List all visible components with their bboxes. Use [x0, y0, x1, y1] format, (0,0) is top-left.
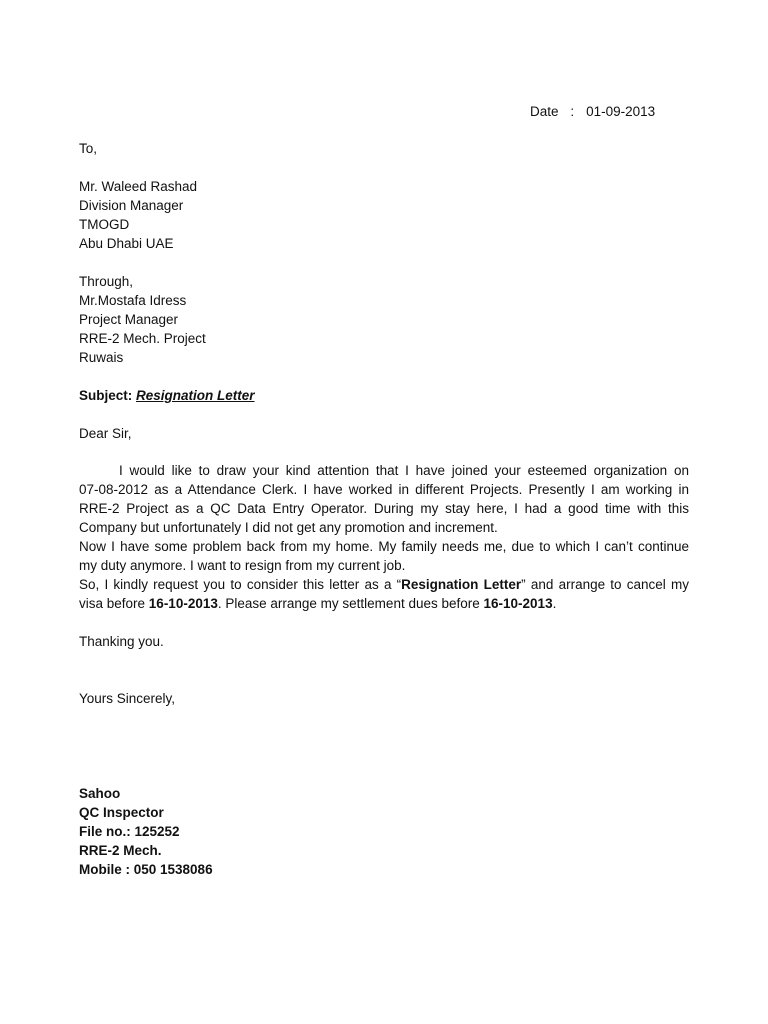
body-line: visa before 16-10-2013. Please arrange my settlement dues before 16-10-2013. — [79, 596, 557, 611]
closing: Yours Sincerely, — [79, 691, 176, 706]
letter-date — [530, 102, 655, 121]
body-line: RRE-2 Project as a QC Data Entry Operator. During my stay here, I had a good time with this — [79, 501, 689, 516]
through-location: Ruwais — [79, 350, 124, 365]
signature-name: Sahoo — [79, 786, 121, 801]
signature-project: RRE-2 Mech. — [79, 843, 162, 858]
subject-line — [79, 386, 255, 405]
through-name: Mr.Mostafa Idress — [79, 293, 187, 308]
through-label: Through, — [79, 274, 134, 289]
date-separator: : — [570, 104, 575, 119]
signature-position: QC Inspector — [79, 805, 164, 820]
recipient-name: Mr. Waleed Rashad — [79, 179, 198, 194]
thanks: Thanking you. — [79, 634, 164, 649]
recipient-title: Division Manager — [79, 198, 184, 213]
body-line: Now I have some problem back from my home. My family needs me, due to which I can’t continue — [79, 539, 689, 554]
date-label: Date — [530, 104, 559, 119]
through-project: RRE-2 Mech. Project — [79, 331, 206, 346]
salutation: Dear Sir, — [79, 426, 132, 441]
recipient-org: TMOGD — [79, 217, 130, 232]
signature-file-no: File no.: 125252 — [79, 824, 180, 839]
body-line: So, I kindly request you to consider this letter as a “Resignation Letter” and arrange to cancel my — [79, 577, 689, 592]
to-label: To, — [79, 141, 98, 156]
letter-body — [79, 461, 689, 613]
recipient-location: Abu Dhabi UAE — [79, 236, 174, 251]
subject-label: Subject: — [79, 388, 133, 403]
body-line: I would like to draw your kind attention that I have joined your esteemed organization on — [119, 463, 689, 478]
signature-mobile: Mobile : 050 1538086 — [79, 862, 213, 877]
date-value: 01-09-2013 — [586, 104, 656, 119]
subject-value: Resignation Letter — [136, 388, 255, 403]
body-line: 07-08-2012 as a Attendance Clerk. I have worked in different Projects. Presently I am working in — [79, 482, 689, 497]
through-title: Project Manager — [79, 312, 179, 327]
body-line: Company but unfortunately I did not get any promotion and increment. — [79, 520, 498, 535]
body-line: my duty anymore. I want to resign from my current job. — [79, 558, 406, 573]
